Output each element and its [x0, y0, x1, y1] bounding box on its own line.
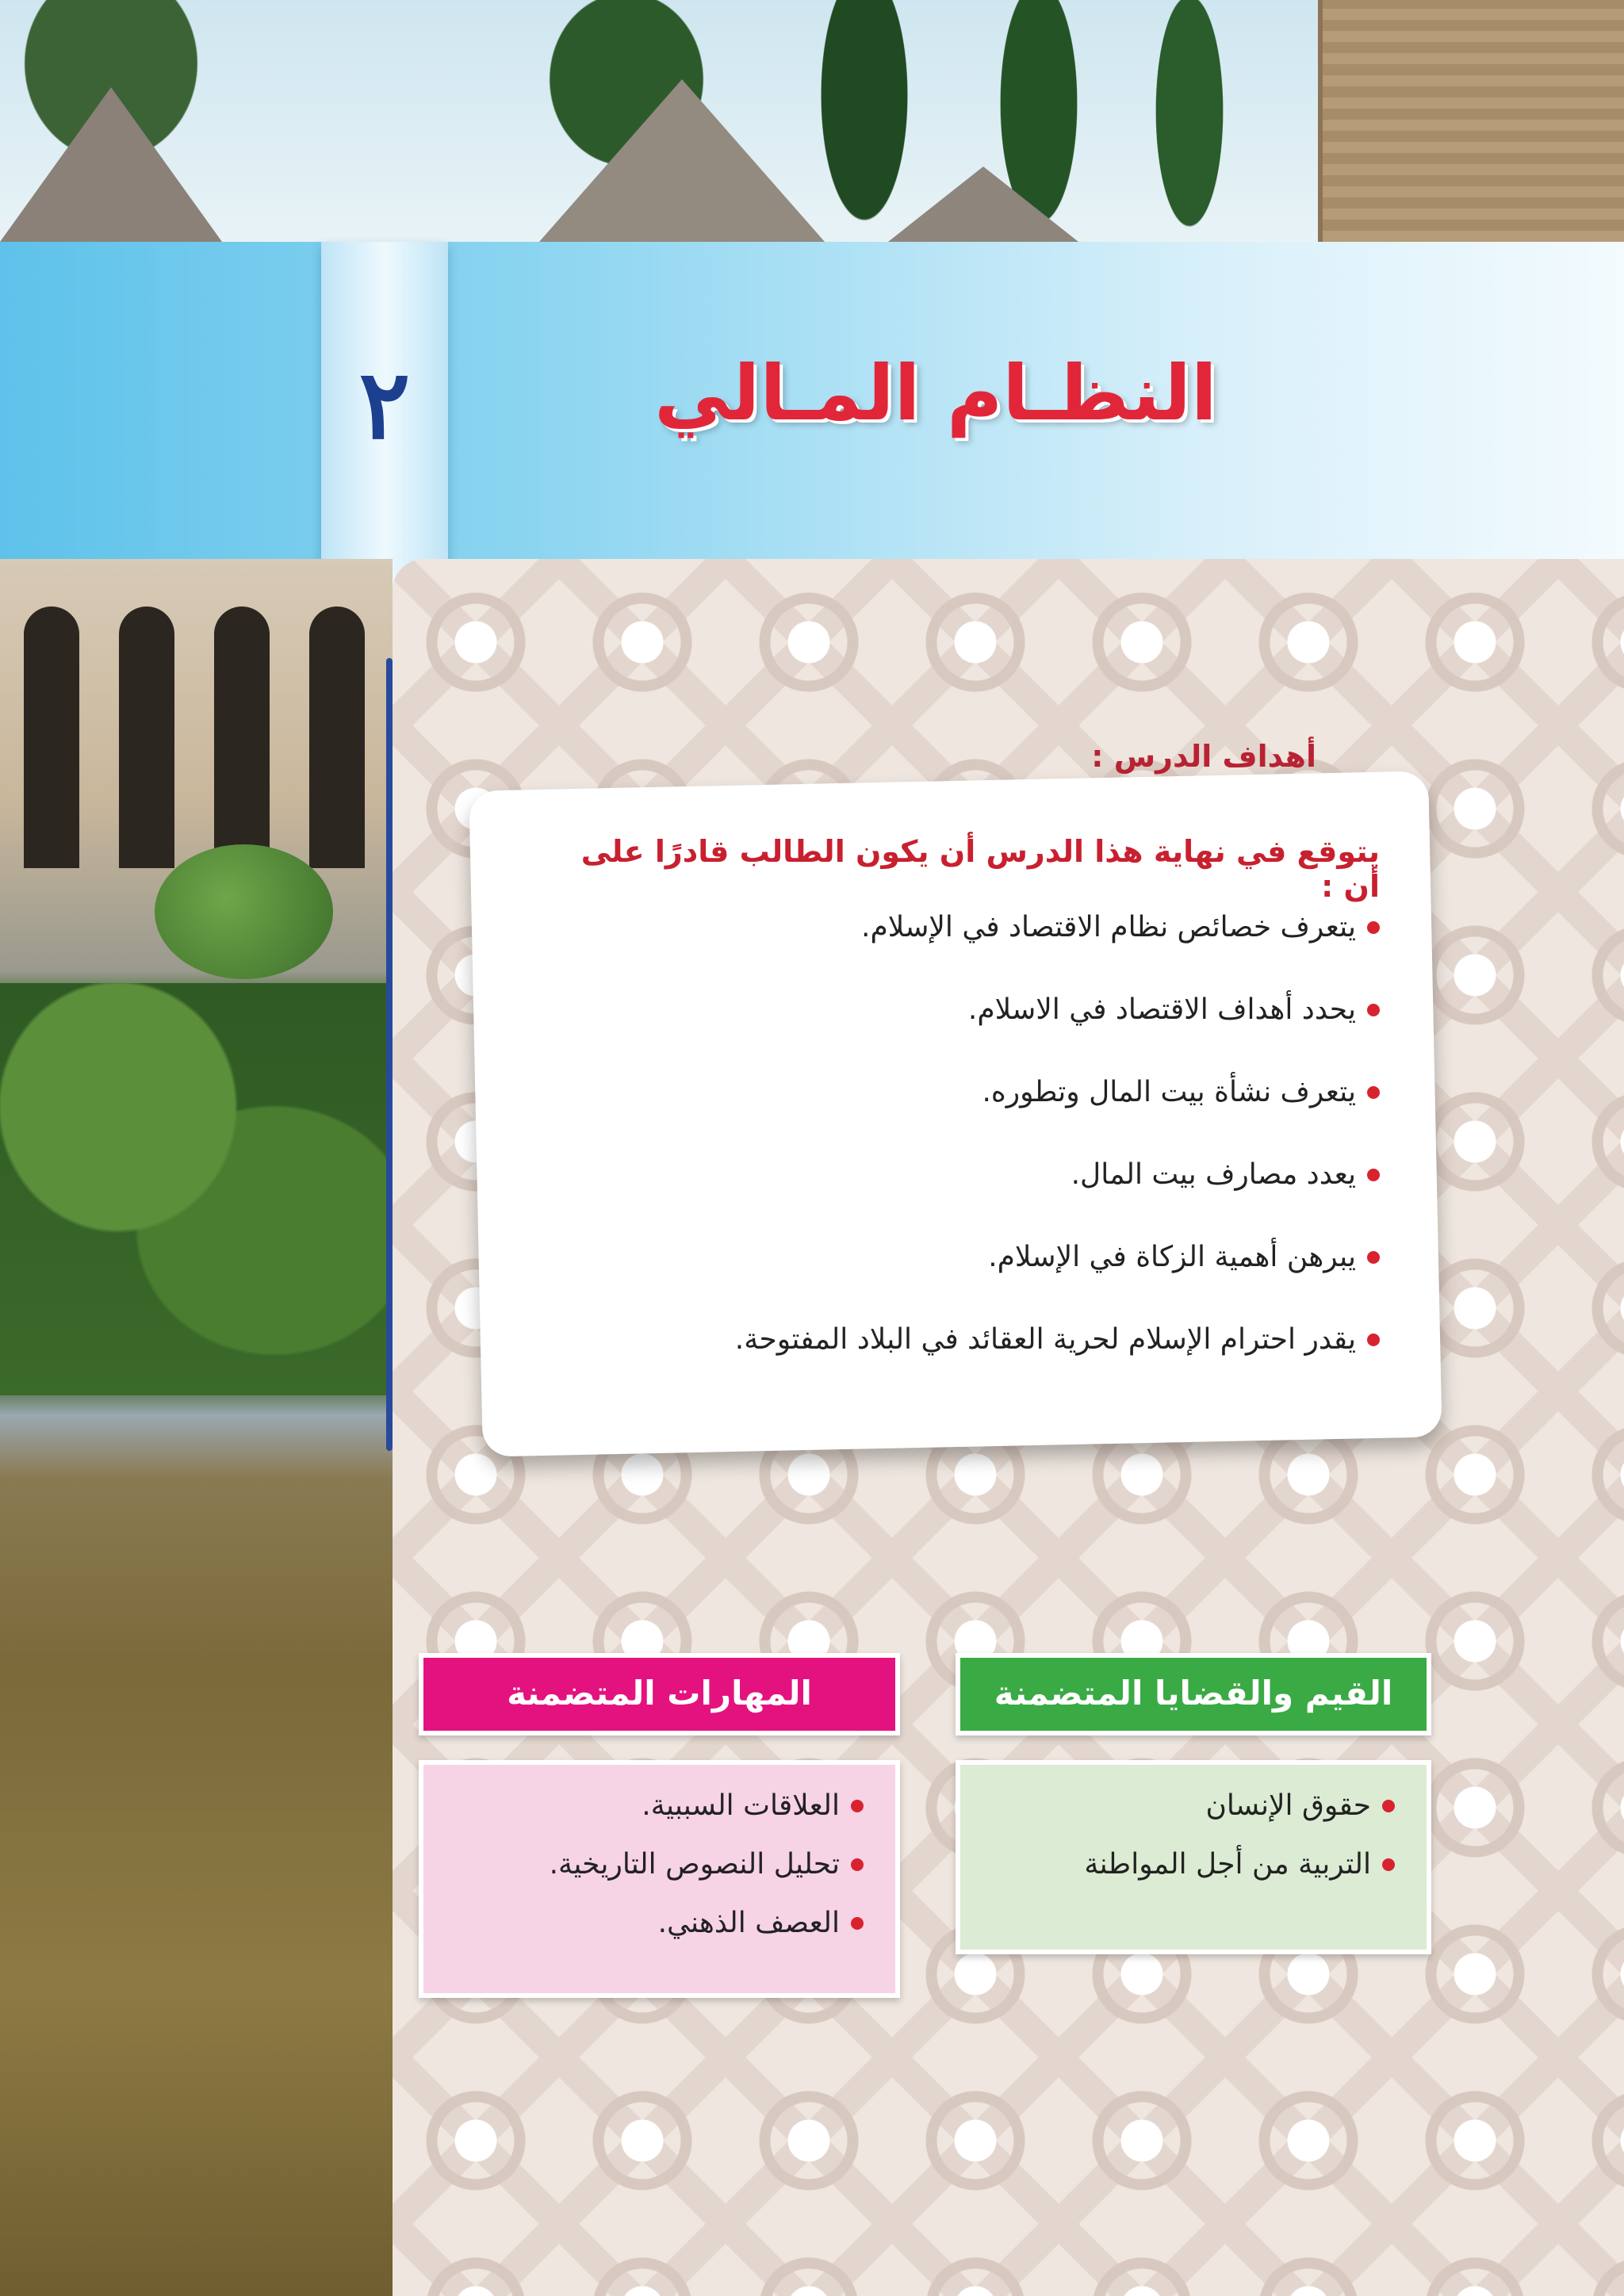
objective-text: يقدر احترام الإسلام لحرية العقائد في البلاد المفتوحة. — [734, 1323, 1356, 1356]
hedge-image — [0, 983, 393, 1395]
lesson-title: النظـام المـالي — [654, 349, 1217, 438]
bullet-dot-icon — [1382, 1800, 1395, 1812]
skills-text: العلاقات السببية. — [642, 1789, 840, 1822]
arch-shape — [119, 607, 174, 868]
roof-shape — [888, 166, 1078, 242]
arch-shape — [24, 607, 79, 868]
bullet-dot-icon — [851, 1800, 864, 1812]
objective-text: يبرهن أهمية الزكاة في الإسلام. — [988, 1241, 1356, 1273]
bullet-dot-icon — [1367, 1004, 1380, 1016]
values-text: حقوق الإنسان — [1205, 1789, 1371, 1822]
bush-image — [155, 844, 333, 979]
roof-shape — [539, 79, 825, 242]
objective-item — [603, 986, 1380, 1069]
objective-text: يتعرف خصائص نظام الاقتصاد في الإسلام. — [861, 911, 1356, 943]
roof-shape — [0, 87, 222, 242]
objective-item — [603, 1069, 1380, 1151]
objective-text: يحدد أهداف الاقتصاد في الاسلام. — [967, 993, 1356, 1026]
objective-text: يتعرف نشأة بيت المال وتطوره. — [982, 1076, 1356, 1108]
bullet-dot-icon — [1367, 1334, 1380, 1346]
values-text: التربية من أجل المواطنة — [1084, 1848, 1371, 1881]
objective-item — [603, 1151, 1380, 1234]
objective-item — [603, 1234, 1380, 1316]
values-item — [960, 1782, 1395, 1841]
bullet-dot-icon — [1382, 1858, 1395, 1871]
objectives-intro: يتوقع في نهاية هذا الدرس أن يكون الطالب قادرًا على أن : — [580, 834, 1380, 904]
bullet-dot-icon — [1367, 1169, 1380, 1181]
objectives-list — [603, 904, 1380, 1399]
skills-list — [423, 1765, 895, 1958]
lesson-number: ٢ — [358, 349, 411, 461]
skills-item — [423, 1900, 864, 1958]
skills-text: تحليل النصوص التاريخية. — [549, 1848, 840, 1881]
objectives-heading: أهداف الدرس : — [1091, 739, 1316, 774]
bullet-dot-icon — [1367, 1251, 1380, 1264]
objective-text: يعدد مصارف بيت المال. — [1071, 1158, 1356, 1191]
skills-box-body — [419, 1760, 900, 1998]
skills-item — [423, 1841, 864, 1900]
bullet-dot-icon — [1367, 1086, 1380, 1099]
values-box-title: القيم والقضايا المتضمنة — [956, 1653, 1431, 1735]
skills-item — [423, 1782, 864, 1841]
values-box-body — [956, 1760, 1431, 1954]
values-list — [960, 1765, 1427, 1900]
blue-edge-divider — [386, 658, 393, 1451]
bullet-dot-icon — [851, 1917, 864, 1930]
skills-text: العصف الذهني. — [657, 1907, 840, 1939]
header-photo — [0, 0, 1624, 242]
arch-shape — [214, 607, 270, 868]
bullet-dot-icon — [851, 1858, 864, 1871]
carved-tower — [1318, 0, 1624, 242]
bullet-dot-icon — [1367, 921, 1380, 934]
objective-item — [603, 904, 1380, 986]
skills-box-title: المهارات المتضمنة — [419, 1653, 900, 1735]
objective-item — [603, 1316, 1380, 1399]
values-item — [960, 1841, 1395, 1900]
arch-shape — [309, 607, 365, 868]
